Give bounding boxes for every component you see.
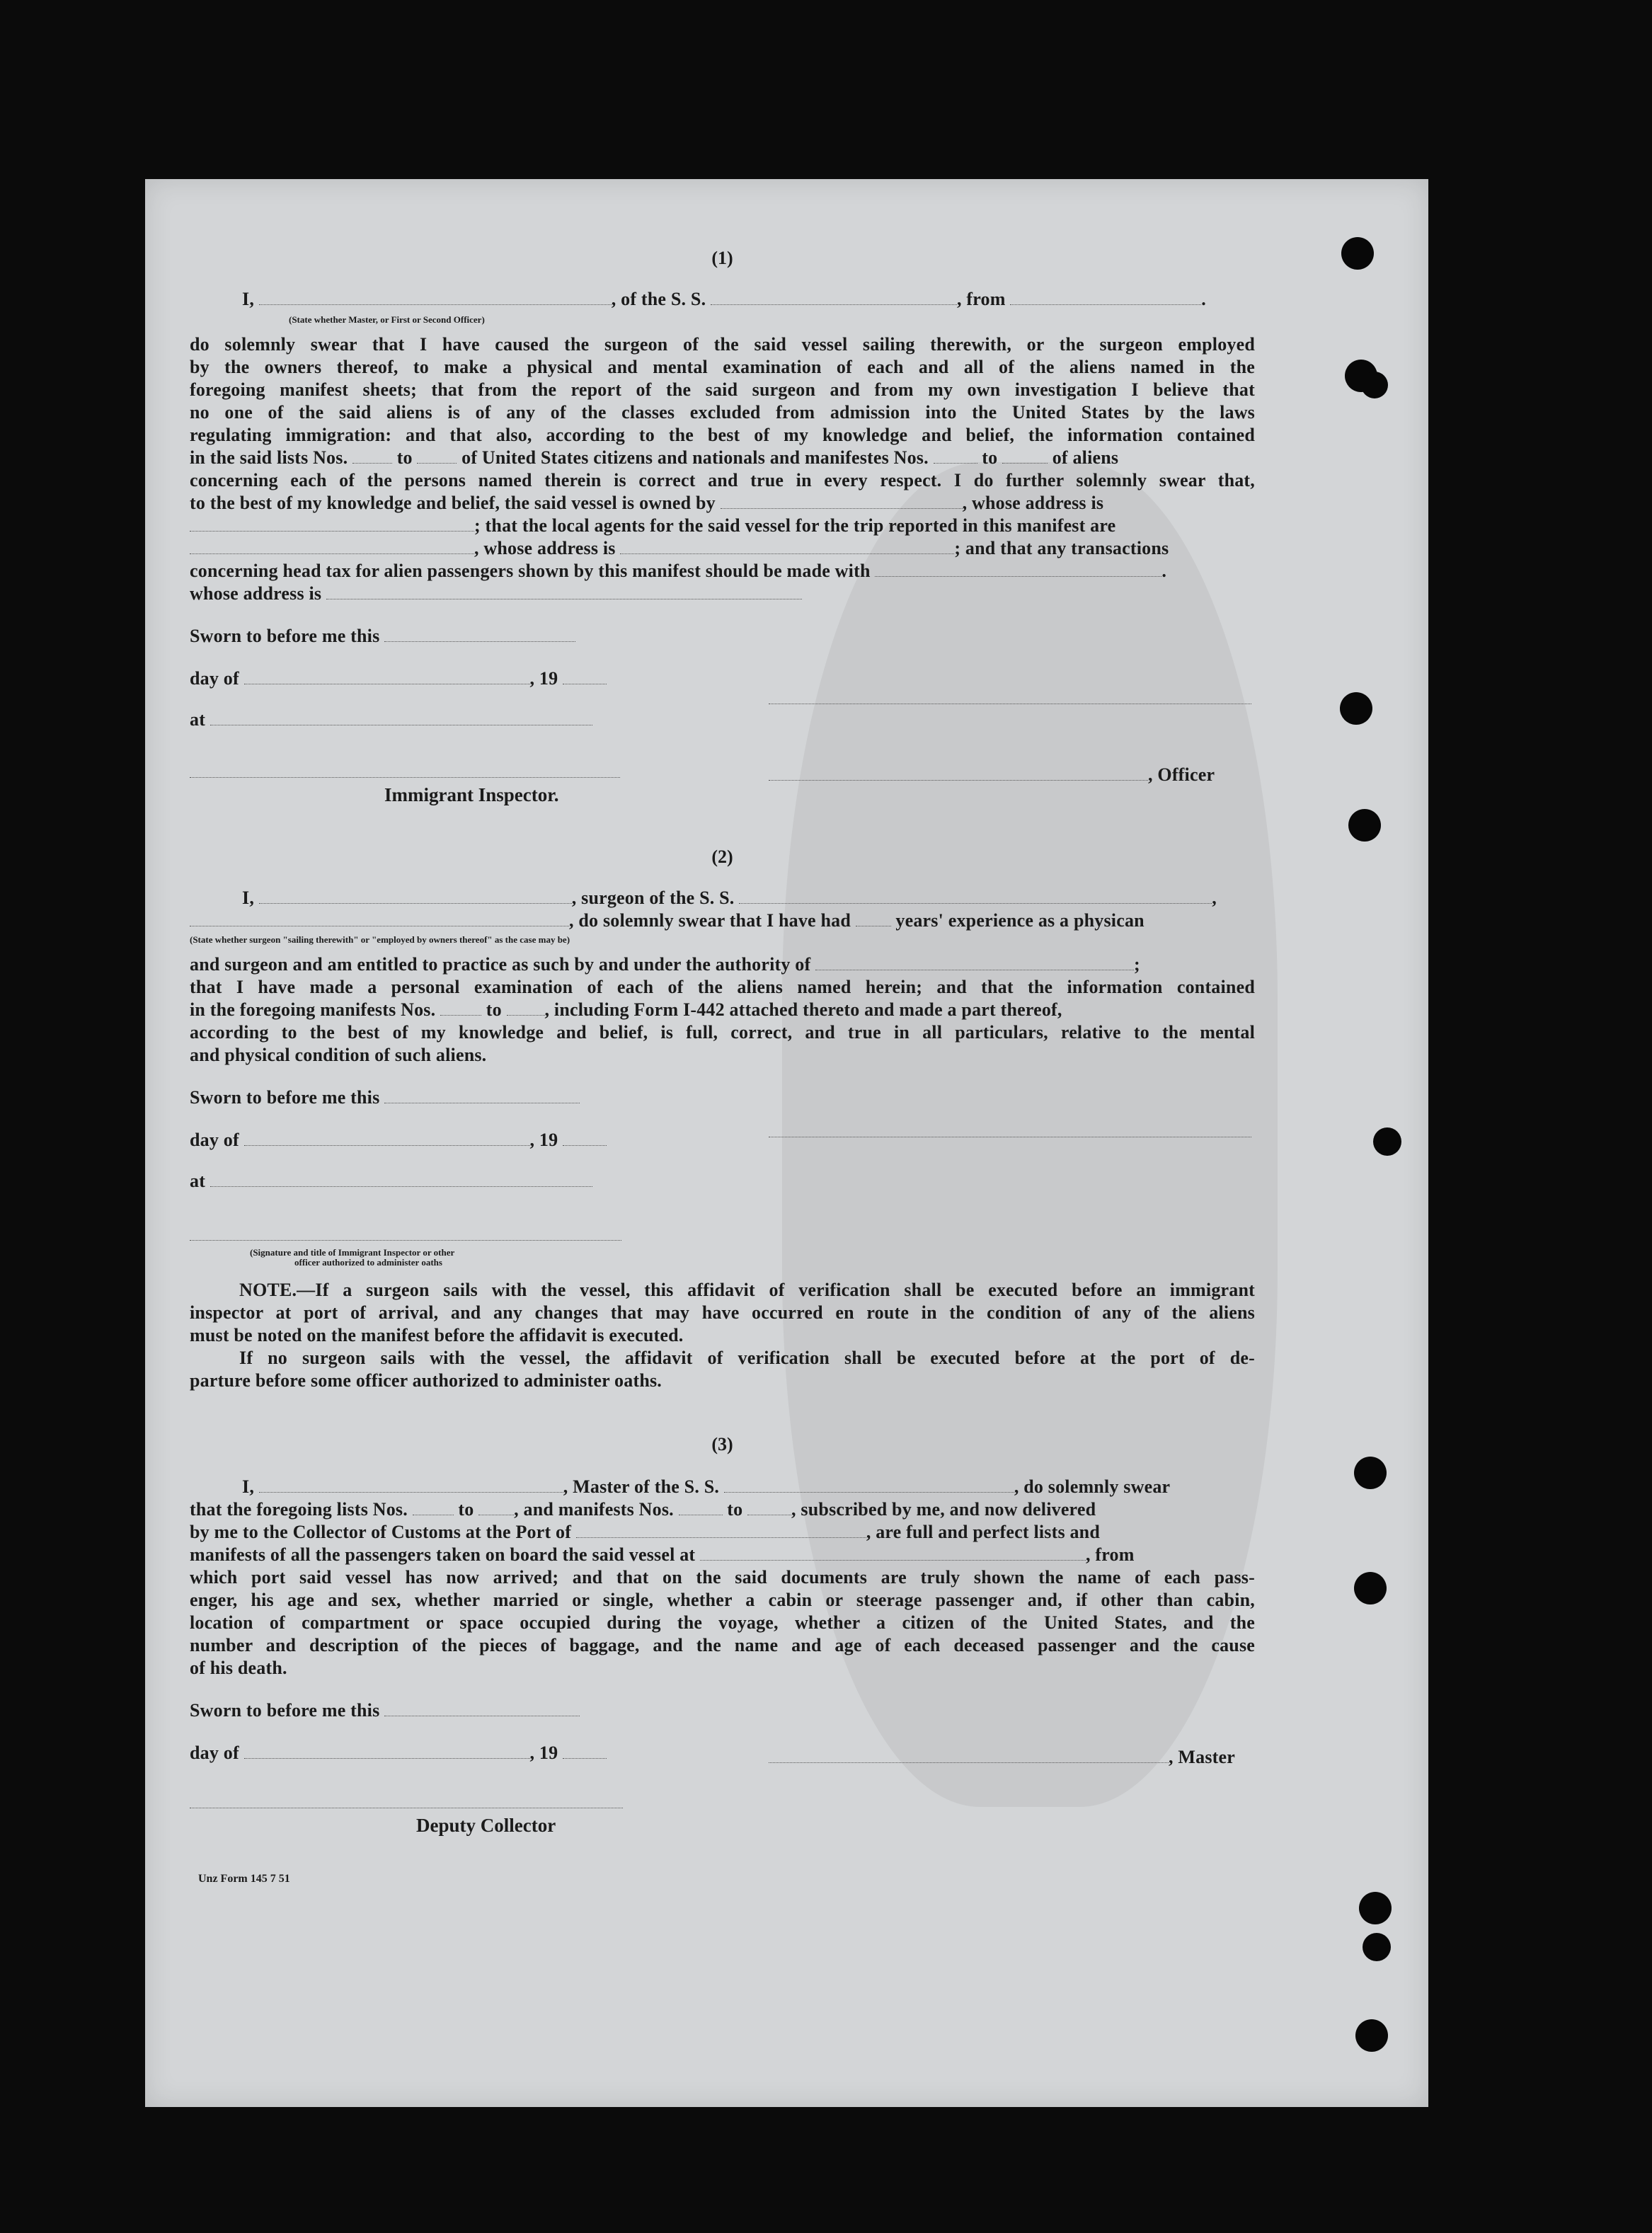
punch-hole [1340, 692, 1372, 725]
section-2-oath-line: I, , surgeon of the S. S. , [242, 888, 1217, 908]
punch-hole [1341, 237, 1374, 270]
list-from-field[interactable] [413, 1500, 454, 1515]
master-signature-line: , Master [769, 1747, 1257, 1769]
section-3-body-line: number and description of the pieces of baggage, and the name and age of each deceased passenger and the cause [190, 1635, 1255, 1655]
form-code: Unz Form 145 7 51 [198, 1873, 290, 1885]
manifest-to-field[interactable] [507, 1001, 545, 1016]
agents-field[interactable] [190, 539, 474, 554]
manifest-from-field[interactable] [679, 1500, 723, 1515]
surgeon-name-field[interactable] [259, 889, 572, 904]
agents-address-field[interactable] [620, 539, 954, 554]
surgeon-note: (State whether surgeon "sailing therewith" or "employed by owners thereof" as the case may be) [190, 934, 570, 945]
sworn-day-field[interactable] [384, 627, 575, 642]
manifest-from-field[interactable] [440, 1001, 481, 1016]
owner-address-field[interactable] [190, 517, 474, 532]
surgeon-vessel-field[interactable] [739, 889, 1212, 904]
section-1-agents-line: ; that the local agents for the said vessel for the trip reported in this manifest are [190, 515, 1255, 538]
port-field[interactable] [576, 1523, 866, 1538]
note-line: NOTE.—If a surgeon sails with the vessel, this affidavit of verification shall be executed before an immigrant [239, 1280, 1255, 1300]
section-2-body-line: according to the best of my knowledge and belief, is full, correct, and true in all particulars, relative to the mental [190, 1022, 1255, 1043]
manifest-no-to-field[interactable] [1002, 449, 1048, 464]
headtax-party-field[interactable] [875, 562, 1161, 577]
list-to-field[interactable] [478, 1500, 514, 1515]
month-field[interactable] [244, 670, 530, 684]
master-signature-field[interactable] [769, 1748, 1169, 1763]
punch-hole [1355, 2019, 1388, 2052]
officer-note: (State whether Master, or First or Second Officer) [289, 314, 485, 325]
section-1-body-line: no one of the said aliens is of any of the classes excluded from admission into the United States by the laws [190, 402, 1255, 423]
inspector-signature-line[interactable] [190, 763, 620, 778]
at-line: at [190, 1171, 1255, 1193]
sworn-line: Sworn to before me this [190, 626, 1255, 648]
manifest-to-field[interactable] [747, 1500, 791, 1515]
section-3-vessel-line: manifests of all the passengers taken on board the said vessel at , from [190, 1544, 1135, 1565]
inspector-signature-line[interactable] [190, 1226, 621, 1241]
embarkation-port-field[interactable] [700, 1546, 1086, 1561]
punch-hole [1373, 1127, 1401, 1156]
month-field[interactable] [244, 1131, 530, 1146]
day-of-line: day of , 19 [190, 1743, 1255, 1765]
surgeon-status-field[interactable] [190, 912, 569, 926]
years-field[interactable] [856, 912, 891, 926]
surgeon-signature-line[interactable] [769, 1123, 1251, 1137]
note-line: parture before some officer authorized to administer oaths. [190, 1370, 662, 1391]
year-field[interactable] [563, 1744, 607, 1759]
section-1-headtax-line: concerning head tax for alien passengers shown by this manifest should be made with . [190, 561, 1167, 581]
officer-name-field[interactable] [259, 290, 612, 305]
deputy-collector-label: Deputy Collector [416, 1815, 556, 1836]
section-2-manifests-line: in the foregoing manifests Nos. to , including Form I-442 attached thereto and made a part thereof, [190, 999, 1062, 1020]
section-1-oath-line: I, , of the S. S. , from . [242, 289, 1206, 309]
officer-signature-field[interactable] [769, 766, 1148, 781]
from-port-field[interactable] [1010, 290, 1201, 305]
section-2-body-line: and physical condition of such aliens. [190, 1045, 487, 1065]
punch-hole [1354, 1457, 1387, 1489]
note-line: must be noted on the manifest before the affidavit is executed. [190, 1325, 684, 1345]
section-1-body-line: regulating immigration: and that also, according to the best of my knowledge and belief, the information contained [190, 425, 1255, 445]
section-1-address-line: whose address is [190, 583, 1255, 606]
sworn-day-field[interactable] [384, 1701, 580, 1716]
at-line: at [190, 709, 1255, 732]
inspector-label: Immigrant Inspector. [384, 784, 559, 805]
section-1-body-line: do solemnly swear that I have caused the surgeon of the said vessel sailing therewith, or the surgeon employed [190, 334, 1255, 355]
punch-hole [1354, 1572, 1387, 1605]
section-1-lists-line: in the said lists Nos. to of United States citizens and nationals and manifestes Nos. to of aliens [190, 447, 1119, 468]
note-line: inspector at port of arrival, and any changes that may have occurred en route in the condition of any of the aliens [190, 1302, 1255, 1323]
month-field[interactable] [244, 1744, 530, 1759]
signature-line[interactable] [769, 689, 1251, 704]
section-3-body-line: of his death. [190, 1658, 287, 1678]
manifest-no-from-field[interactable] [934, 449, 977, 464]
section-1-body-line: by the owners thereof, to make a physical and mental examination of each and all of the aliens named in the [190, 357, 1255, 377]
punch-hole [1348, 809, 1381, 842]
section-1-body-line: concerning each of the persons named therein is correct and true in every respect. I do further solemnly swear that, [190, 470, 1255, 490]
section-3-body-line: location of compartment or space occupied during the voyage, whether a citizen of the United States, and the [190, 1612, 1255, 1633]
section-2-experience-line: , do solemnly swear that I have had years' experience as a physican [190, 910, 1255, 933]
section-1-number: (1) [711, 248, 733, 268]
at-place-field[interactable] [210, 711, 592, 725]
section-1-transactions-line: , whose address is ; and that any transactions [190, 538, 1255, 561]
sworn-line: Sworn to before me this [190, 1087, 1255, 1110]
officer-line: , Officer [769, 764, 1257, 787]
section-2-body-line: that I have made a personal examination of each of the aliens named herein; and that the information contained [190, 977, 1255, 997]
section-3-port-line: by me to the Collector of Customs at the Port of , are full and perfect lists and [190, 1522, 1101, 1542]
day-of-line: day of , 19 [190, 668, 1255, 691]
section-3-body-line: enger, his age and sex, whether married or single, whether a cabin or steerage passenger and, if other than cabin, [190, 1590, 1255, 1610]
punch-hole [1363, 1933, 1391, 1961]
vessel-name-field[interactable] [711, 290, 957, 305]
year-field[interactable] [563, 1131, 607, 1146]
at-place-field[interactable] [210, 1172, 592, 1187]
master-name-field[interactable] [259, 1478, 563, 1493]
section-2-number: (2) [711, 846, 733, 867]
sworn-day-field[interactable] [384, 1089, 580, 1103]
sworn-line: Sworn to before me this [190, 1700, 1255, 1723]
section-3-body-line: which port said vessel has now arrived; and that on the said documents are truly shown the name of each pass- [190, 1567, 1255, 1588]
signature-note: (Signature and title of Immigrant Inspector or other [250, 1247, 455, 1258]
authority-field[interactable] [815, 955, 1134, 970]
section-3-number: (3) [711, 1434, 733, 1454]
signature-note: officer authorized to administer oaths [294, 1257, 442, 1268]
section-1-owner-line: to the best of my knowledge and belief, the said vessel is owned by , whose address is [190, 493, 1104, 513]
deputy-signature-line[interactable] [190, 1793, 623, 1808]
punch-hole [1359, 1892, 1392, 1924]
section-2-authority-line: and surgeon and am entitled to practice as such by and under the authority of ; [190, 954, 1140, 975]
section-1-body-line: foregoing manifest sheets; that from the report of the said surgeon and from my own investigation I believe that [190, 379, 1255, 400]
list-no-to-field[interactable] [417, 449, 457, 464]
section-3-oath-line: I, , Master of the S. S. , do solemnly swear [242, 1476, 1171, 1497]
headtax-address-field[interactable] [326, 585, 802, 599]
year-field[interactable] [563, 670, 607, 684]
section-3-lists-line: that the foregoing lists Nos. to , and manifests Nos. to , subscribed by me, and now delivered [190, 1499, 1096, 1520]
master-vessel-field[interactable] [724, 1478, 1014, 1493]
day-of-line: day of , 19 [190, 1130, 1255, 1152]
owner-field[interactable] [721, 494, 963, 509]
note-line: If no surgeon sails with the vessel, the affidavit of verification shall be executed before at the port of de- [239, 1348, 1255, 1368]
punch-hole [1361, 372, 1388, 398]
list-no-from-field[interactable] [352, 449, 392, 464]
